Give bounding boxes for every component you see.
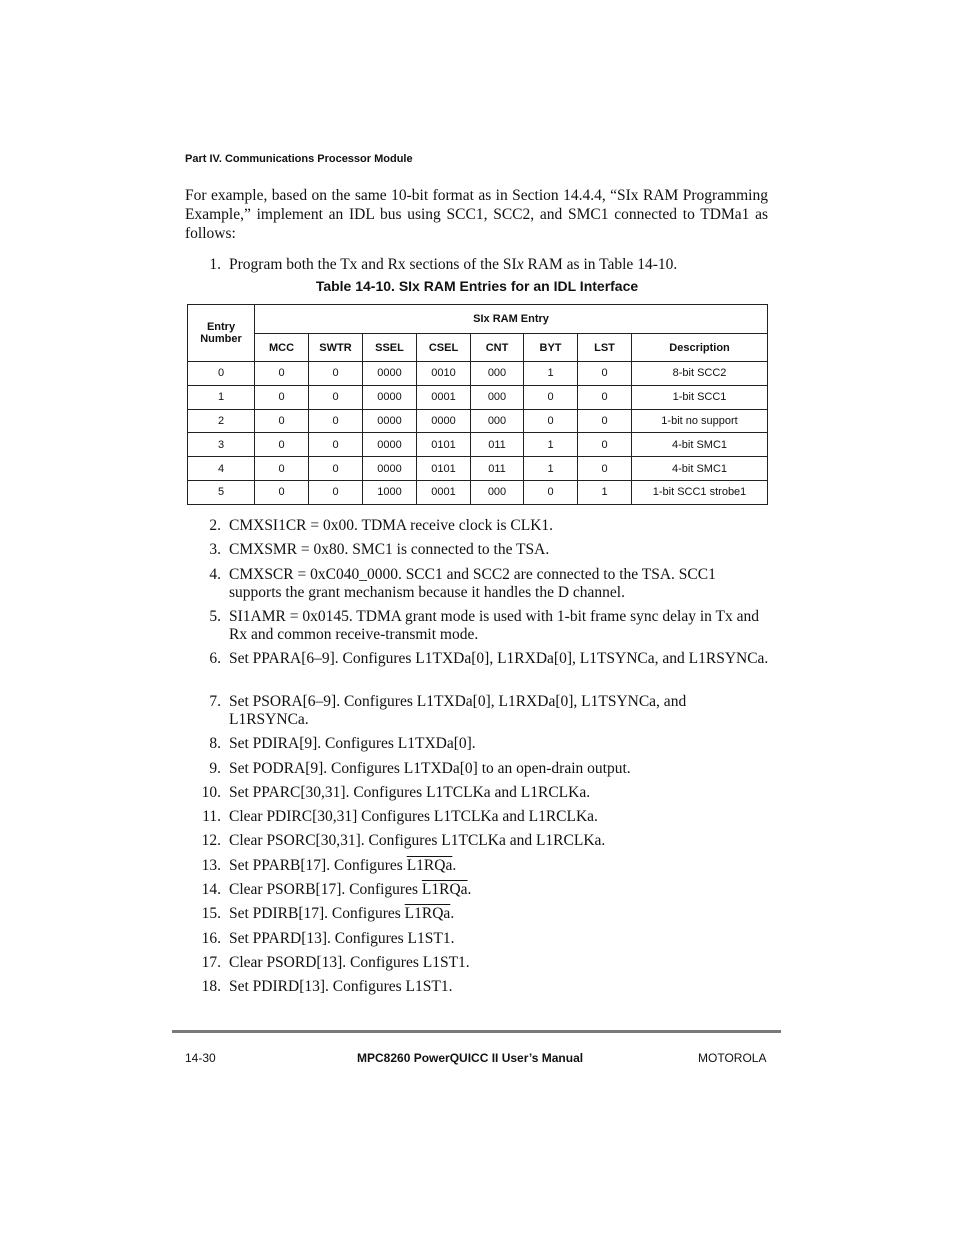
table-cell: 2 bbox=[188, 409, 255, 433]
list-item-text: Clear PSORB[17]. Configures L1RQa. bbox=[229, 881, 472, 898]
table-caption: Table 14-10. SIx RAM Entries for an IDL Interface bbox=[315, 278, 639, 294]
table-cell: 0 bbox=[255, 362, 309, 386]
active-low-signal: L1RQa bbox=[406, 857, 453, 874]
table-cell: 1 bbox=[524, 362, 578, 386]
table-cell: 0000 bbox=[363, 362, 417, 386]
table-cell: 000 bbox=[471, 362, 524, 386]
table-row bbox=[188, 409, 768, 433]
table-cell: 0 bbox=[578, 457, 632, 481]
table-row bbox=[188, 362, 768, 386]
table-cell: 0 bbox=[309, 385, 363, 409]
list-item-text: Clear PSORC[30,31]. Configures L1TCLKa and L1RCLKa. bbox=[229, 832, 606, 849]
list-item-number: 7. bbox=[209, 693, 221, 710]
table-cell: 0 bbox=[578, 385, 632, 409]
table-cell: 1 bbox=[524, 457, 578, 481]
list-item-number: 13. bbox=[201, 857, 221, 874]
table-cell: 0 bbox=[309, 362, 363, 386]
company-name: MOTOROLA bbox=[698, 1051, 767, 1065]
table-cell: 0 bbox=[309, 409, 363, 433]
table-cell: 0000 bbox=[363, 385, 417, 409]
table-cell: 8-bit SCC2 bbox=[632, 362, 768, 386]
list-item-text: Set PDIRB[17]. Configures L1RQa. bbox=[229, 905, 455, 922]
table-cell: 0 bbox=[309, 480, 363, 504]
table-cell: 0 bbox=[578, 433, 632, 457]
page-number: 14-30 bbox=[185, 1051, 216, 1065]
table-cell: 1-bit no support bbox=[632, 409, 768, 433]
list-item-text: CMXSMR = 0x80. SMC1 is connected to the TSA. bbox=[229, 541, 550, 558]
table-cell: 0000 bbox=[417, 409, 471, 433]
column-header: MCC bbox=[255, 334, 309, 362]
table-row bbox=[188, 480, 768, 504]
table-cell: 5 bbox=[188, 480, 255, 504]
table-cell: 1 bbox=[188, 385, 255, 409]
list-item-number: 18. bbox=[201, 978, 221, 995]
table-cell: 0 bbox=[309, 457, 363, 481]
table-cell: 0 bbox=[255, 385, 309, 409]
list-item-text: SI1AMR = 0x0145. TDMA grant mode is used with 1-bit frame sync delay in Tx and Rx and common receive-transmit mode. bbox=[229, 608, 759, 643]
list-item-text: Set PPARD[13]. Configures L1ST1. bbox=[229, 930, 455, 947]
table-row bbox=[188, 433, 768, 457]
list-item-number: 12. bbox=[201, 832, 221, 849]
table-cell: 1-bit SCC1 strobe1 bbox=[632, 480, 768, 504]
table-cell: 0101 bbox=[417, 457, 471, 481]
manual-title: MPC8260 PowerQUICC II User’s Manual bbox=[357, 1051, 584, 1065]
column-header: Description bbox=[632, 334, 768, 362]
list-item-text: Clear PSORD[13]. Configures L1ST1. bbox=[229, 954, 470, 971]
list-item-number: 11. bbox=[202, 808, 221, 825]
table-cell: 1 bbox=[578, 480, 632, 504]
table-cell: 0 bbox=[255, 480, 309, 504]
table-row bbox=[188, 457, 768, 481]
table-cell: 011 bbox=[471, 457, 524, 481]
table-cell: 0 bbox=[255, 433, 309, 457]
column-header: SSEL bbox=[363, 334, 417, 362]
table-cell: 0010 bbox=[417, 362, 471, 386]
table-cell: 0 bbox=[188, 362, 255, 386]
list-item-number: 17. bbox=[201, 954, 221, 971]
table-cell: 1-bit SCC1 bbox=[632, 385, 768, 409]
list-item-text: Set PPARB[17]. Configures L1RQa. bbox=[229, 857, 457, 874]
list-item-text: Clear PDIRC[30,31] Configures L1TCLKa and L1RCLKa. bbox=[229, 808, 598, 825]
table-cell: 0 bbox=[524, 409, 578, 433]
table-cell: 0 bbox=[524, 385, 578, 409]
six-ram-table bbox=[187, 304, 768, 505]
table-cell: 4-bit SMC1 bbox=[632, 457, 768, 481]
list-item-number: 14. bbox=[201, 881, 221, 898]
list-item-text: Set PDIRA[9]. Configures L1TXDa[0]. bbox=[229, 735, 476, 752]
running-header: Part IV. Communications Processor Module bbox=[185, 153, 413, 165]
list-item-number: 4. bbox=[209, 566, 221, 583]
active-low-signal: L1RQa bbox=[421, 881, 468, 898]
list-item-text: Set PSORA[6–9]. Configures L1TXDa[0], L1RXDa[0], L1TSYNCa, and L1RSYNCa. bbox=[229, 693, 687, 728]
list-item-number: 2. bbox=[209, 517, 221, 534]
list-item-number: 16. bbox=[201, 930, 221, 947]
table-cell: 1 bbox=[524, 433, 578, 457]
list-item-text: Set PODRA[9]. Configures L1TXDa[0] to an open-drain output. bbox=[229, 760, 631, 777]
column-header: CNT bbox=[471, 334, 524, 362]
list-item-number: 5. bbox=[209, 608, 221, 625]
table-row bbox=[188, 385, 768, 409]
table-cell: 0 bbox=[578, 409, 632, 433]
table-cell: 0 bbox=[255, 457, 309, 481]
list-item-text: Set PDIRD[13]. Configures L1ST1. bbox=[229, 978, 453, 995]
list-item-number: 15. bbox=[201, 905, 221, 922]
table-cell: 0000 bbox=[363, 433, 417, 457]
list-item-text: Set PPARC[30,31]. Configures L1TCLKa and L1RCLKa. bbox=[229, 784, 591, 801]
list-item-number: 9. bbox=[209, 760, 221, 777]
table-cell: 0 bbox=[255, 409, 309, 433]
column-header: BYT bbox=[524, 334, 578, 362]
column-header: LST bbox=[578, 334, 632, 362]
table-cell: 000 bbox=[471, 480, 524, 504]
list-item-text: CMXSCR = 0xC040_0000. SCC1 and SCC2 are connected to the TSA. SCC1 supports the grant mechanism because it handles the D channel. bbox=[229, 566, 716, 601]
table-cell: 0 bbox=[578, 362, 632, 386]
table-cell: 3 bbox=[188, 433, 255, 457]
list-item-number: 3. bbox=[209, 541, 221, 558]
table-cell: 0001 bbox=[417, 385, 471, 409]
table-cell: 000 bbox=[471, 385, 524, 409]
column-header: CSEL bbox=[417, 334, 471, 362]
column-header: SWTR bbox=[309, 334, 363, 362]
table-cell: 0001 bbox=[417, 480, 471, 504]
six-ram-entry-header: SIx RAM Entry bbox=[255, 305, 768, 334]
table-cell: 1000 bbox=[363, 480, 417, 504]
list-item-number: 1. bbox=[209, 256, 221, 273]
table-cell: 0000 bbox=[363, 409, 417, 433]
list-item-text: CMXSI1CR = 0x00. TDMA receive clock is CLK1. bbox=[229, 517, 554, 534]
list-item-text: Set PPARA[6–9]. Configures L1TXDa[0], L1RXDa[0], L1TSYNCa, and L1RSYNCa. bbox=[229, 650, 769, 667]
list-item-text: Program both the Tx and Rx sections of the SIx RAM as in Table 14-10. bbox=[229, 256, 678, 273]
active-low-signal: L1RQa bbox=[404, 905, 451, 922]
table-cell: 0101 bbox=[417, 433, 471, 457]
table-cell: 4-bit SMC1 bbox=[632, 433, 768, 457]
table-cell: 4 bbox=[188, 457, 255, 481]
table-cell: 0 bbox=[524, 480, 578, 504]
table-cell: 000 bbox=[471, 409, 524, 433]
list-item-number: 8. bbox=[209, 735, 221, 752]
table-cell: 0 bbox=[309, 433, 363, 457]
list-item-number: 10. bbox=[201, 784, 221, 801]
footer-rule bbox=[172, 1030, 781, 1033]
list-item-number: 6. bbox=[209, 650, 221, 667]
intro-paragraph: For example, based on the same 10-bit format as in Section 14.4.4, “SIx RAM Programming Example,” implement an IDL bus using SCC1, SCC2, and SMC1 connected to TDMa1 as follows: bbox=[185, 187, 768, 242]
table-cell: 011 bbox=[471, 433, 524, 457]
table-cell: 0000 bbox=[363, 457, 417, 481]
entry-number-header: Entry Number bbox=[188, 305, 255, 362]
